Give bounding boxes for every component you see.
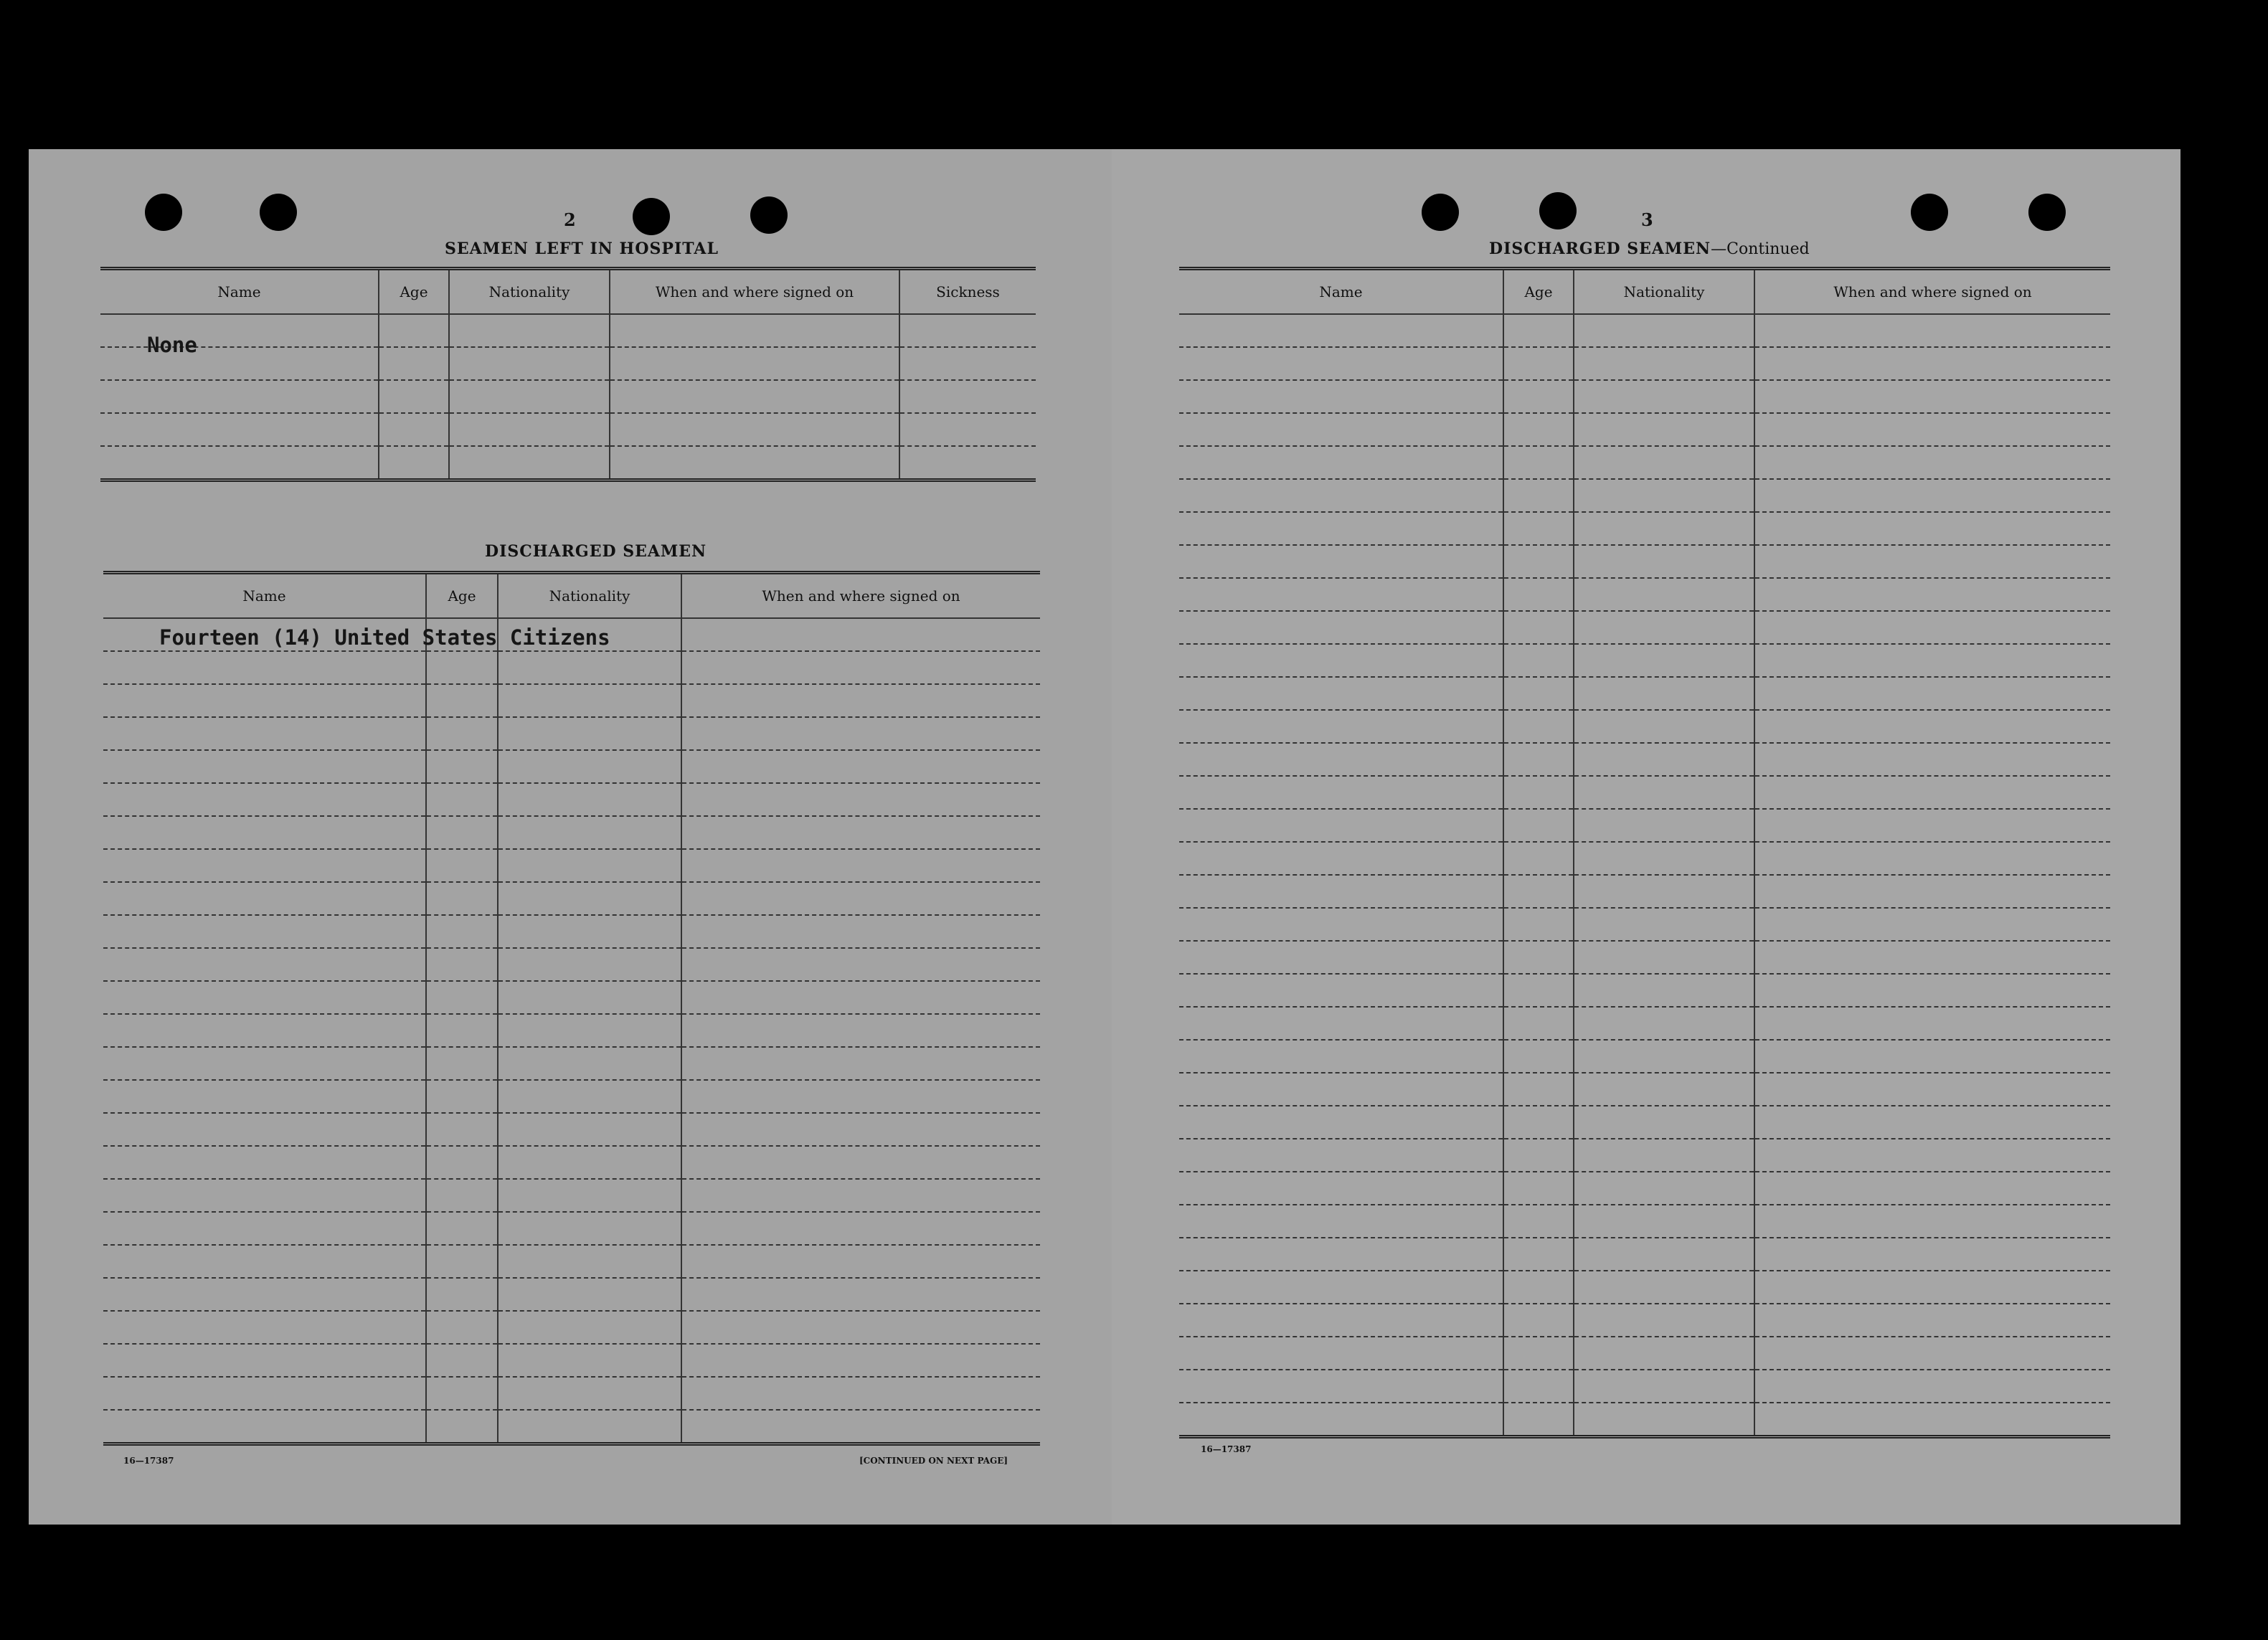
table-row: [103, 1146, 1040, 1179]
hospital-section-title: SEAMEN LEFT IN HOSPITAL: [445, 240, 719, 258]
table-row: [103, 1047, 1040, 1080]
table-row: [103, 783, 1040, 816]
table-row: [1179, 1304, 2110, 1337]
table-row: [103, 1080, 1040, 1113]
hospital-table: [100, 267, 1036, 482]
table-row: [103, 981, 1040, 1014]
continued-note: [CONTINUED ON NEXT PAGE]: [859, 1456, 1008, 1466]
section-title-suffix: —Continued: [1711, 240, 1810, 258]
column-header-age: Age: [426, 573, 498, 619]
table-row: [1179, 347, 2110, 380]
column-header-signed-on: When and where signed on: [610, 269, 899, 315]
discharged-continued-table: [1179, 267, 2110, 1438]
table-row: [103, 1245, 1040, 1278]
discharged-section-title: DISCHARGED SEAMEN: [485, 542, 707, 561]
table-row: [103, 750, 1040, 783]
column-header-nationality: Nationality: [449, 269, 610, 315]
discharged-entry: Fourteen (14) United States Citizens: [159, 625, 610, 650]
table-row: [103, 816, 1040, 849]
table-row: [1179, 842, 2110, 875]
punch-hole: [145, 194, 182, 231]
punch-hole: [750, 196, 788, 234]
punch-hole: [2028, 194, 2066, 231]
table-row: [1179, 1238, 2110, 1271]
page-number: 2: [564, 209, 576, 230]
table-row: [100, 413, 1036, 446]
section-title-main: DISCHARGED SEAMEN: [1489, 240, 1711, 258]
table-row: [1179, 1007, 2110, 1040]
table-row: [103, 1344, 1040, 1377]
discharged-table: [103, 571, 1040, 1446]
table-row: [103, 1278, 1040, 1311]
table-row: [1179, 1370, 2110, 1403]
column-header-name: Name: [1179, 269, 1503, 315]
table-row: [1179, 1172, 2110, 1205]
table-row: [1179, 1139, 2110, 1172]
table-row: [103, 1014, 1040, 1047]
table-row: [100, 446, 1036, 480]
table-row: [1179, 644, 2110, 677]
table-row: [103, 1113, 1040, 1146]
table-row: [1179, 710, 2110, 743]
table-row: [1179, 1040, 2110, 1073]
left-page: [29, 149, 1112, 1525]
table-row: [100, 347, 1036, 380]
hospital-entry: None: [147, 333, 197, 357]
column-header-signed-on: When and where signed on: [681, 573, 1040, 619]
discharged-header-row: [1179, 269, 2110, 315]
form-number: 16—17387: [1201, 1444, 1252, 1454]
table-row: [1179, 809, 2110, 842]
page-number: 3: [1641, 209, 1653, 230]
table-row: [1179, 1271, 2110, 1304]
table-row: [1179, 446, 2110, 479]
table-row: [100, 314, 1036, 347]
table-row: [103, 915, 1040, 948]
table-row: [1179, 743, 2110, 776]
punch-hole: [1422, 194, 1459, 231]
column-header-age: Age: [1503, 269, 1574, 315]
table-row: [100, 380, 1036, 413]
punch-hole: [1911, 194, 1948, 231]
table-row: [103, 1212, 1040, 1245]
table-row: [103, 1377, 1040, 1410]
column-header-nationality: Nationality: [498, 573, 681, 619]
column-header-sickness: Sickness: [899, 269, 1036, 315]
table-row: [1179, 1337, 2110, 1370]
table-row: [1179, 875, 2110, 908]
table-row: [1179, 1106, 2110, 1139]
table-row: [1179, 479, 2110, 512]
column-header-age: Age: [379, 269, 449, 315]
table-row: [1179, 578, 2110, 611]
table-row: [1179, 776, 2110, 809]
table-row: [1179, 908, 2110, 941]
hospital-header-row: [100, 269, 1036, 315]
table-row: [1179, 1073, 2110, 1106]
table-row: [1179, 1205, 2110, 1238]
column-header-name: Name: [100, 269, 379, 315]
table-row: [1179, 512, 2110, 545]
punch-hole: [1539, 192, 1577, 229]
discharged-continued-title: [1489, 240, 1810, 258]
column-header-nationality: Nationality: [1574, 269, 1754, 315]
table-row: [1179, 611, 2110, 644]
punch-hole: [260, 194, 297, 231]
table-row: [103, 1410, 1040, 1444]
right-page: [1112, 149, 2180, 1525]
table-row: [103, 948, 1040, 981]
column-header-name: Name: [103, 573, 426, 619]
table-row: [1179, 545, 2110, 578]
table-row: [1179, 941, 2110, 974]
table-row: [103, 882, 1040, 915]
discharged-header-row: [103, 573, 1040, 619]
table-row: [1179, 974, 2110, 1007]
table-row: [1179, 314, 2110, 347]
punch-hole: [633, 198, 670, 235]
form-number: 16—17387: [123, 1456, 174, 1466]
table-row: [1179, 413, 2110, 446]
table-row: [1179, 677, 2110, 710]
table-row: [103, 684, 1040, 717]
table-row: [103, 717, 1040, 750]
table-row: [1179, 1403, 2110, 1437]
table-row: [103, 651, 1040, 684]
table-row: [103, 849, 1040, 882]
column-header-signed-on: When and where signed on: [1754, 269, 2110, 315]
table-row: [103, 1311, 1040, 1344]
table-row: [103, 1179, 1040, 1212]
table-row: [1179, 380, 2110, 413]
